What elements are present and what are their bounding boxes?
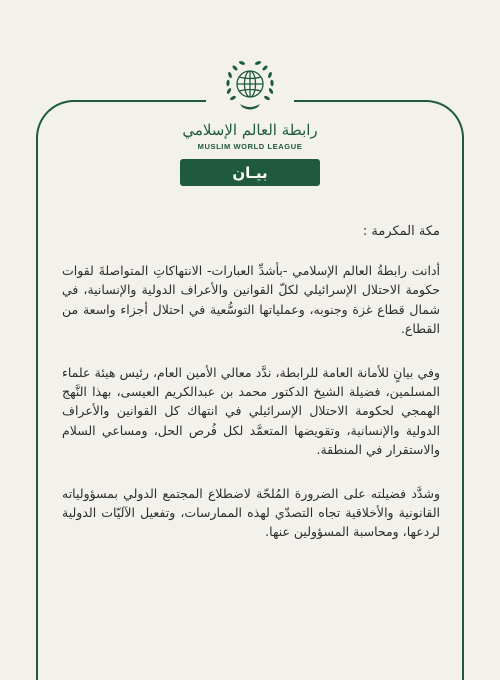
paragraph: أدانت رابطةُ العالم الإسلامي -بأشدِّ العبارات- الانتهاكاتِ المتواصلةَ لقوات حكومة الاحتلال الإسرائيلي لكلّ القوانين والأعراف الدولية والإنسانية، في شمال قطاع غزة وجنوبه، وعملياتها التوسُّعية في احتلال أجزاء واسعة من القطاع. bbox=[62, 263, 440, 336]
org-name-arabic: رابطة العالم الإسلامي bbox=[176, 121, 323, 139]
paragraph: وشدَّد فضيلته على الضرورة المُلحّة لاضطلاع المجتمع الدولي بمسؤولياته القانونية والأخلاقية تجاه التصدّي لهذه الممارسات، وتفعيل الآليّات الدولية لردعها، ومحاسبة المسؤولين عنها. bbox=[62, 486, 440, 540]
statement-badge: بيـان bbox=[180, 159, 320, 186]
statement-body bbox=[62, 222, 440, 567]
emblem-container bbox=[206, 54, 294, 118]
paragraph: وفي بيانٍ للأمانة العامة للرابطة، ندَّد معالي الأمين العام، رئيس هيئة علماء المسلمين، فضيلة الشيخ الدكتور محمد بن عبدالكريم العيسى، بهذا النَّهج الهمجي لحكومة الاحتلال الإسرائيلي في انتهاك كل القوانين والأعراف الدولية والإنسانية، وتقويضها المتعمَّد لكل فُرص الحل، ومساعي السلام والاستقرار في المنطقة. bbox=[62, 365, 440, 457]
org-name-english: MUSLIM WORLD LEAGUE bbox=[194, 142, 307, 151]
globe-emblem-icon bbox=[218, 54, 282, 114]
dateline: مكة المكرمة : bbox=[362, 224, 440, 239]
header-logo bbox=[0, 54, 500, 186]
